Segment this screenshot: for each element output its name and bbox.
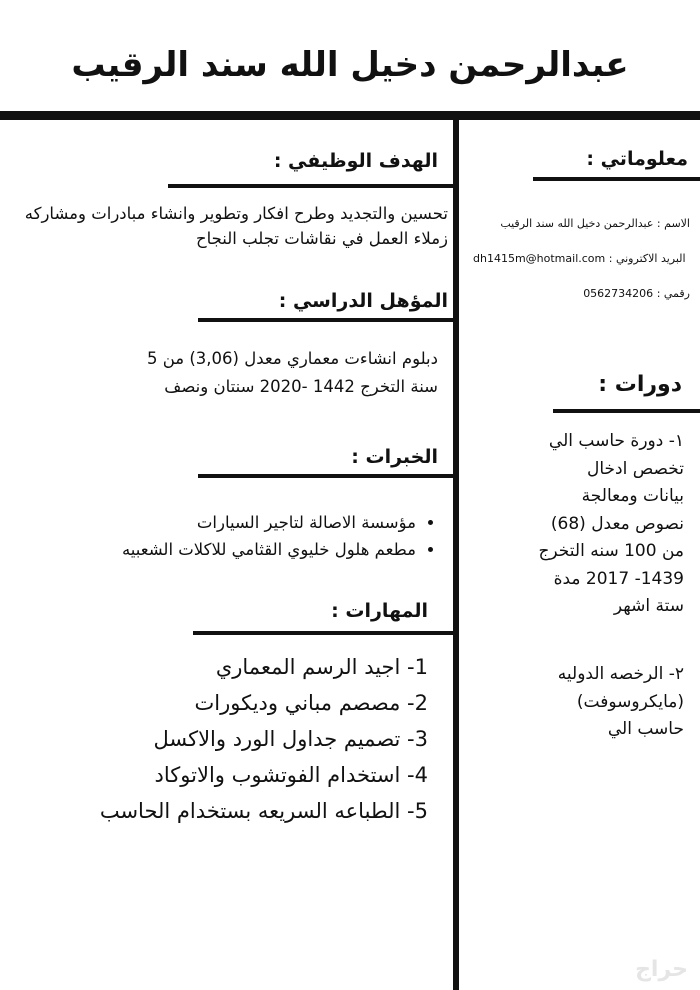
info-rule: [533, 177, 700, 181]
objective-heading: الهدف الوظيفي :: [273, 150, 438, 172]
column-divider: [453, 120, 459, 990]
objective-rule: [168, 184, 453, 188]
objective-text: [0, 201, 448, 251]
course-1-line: ١- دورة حاسب الي: [548, 431, 684, 451]
education-rule: [198, 318, 453, 322]
phone-label: رقمي :: [656, 287, 690, 300]
skills-list: [8, 649, 428, 829]
info-email-line: [473, 251, 700, 267]
list-item: 2- مصصم مباني وديكورات: [194, 691, 428, 715]
courses-rule: [553, 409, 700, 413]
email-label: البريد الاكتروني :: [608, 252, 686, 265]
course-1-line: بيانات ومعالجة: [581, 486, 684, 506]
experience-heading: الخبرات :: [351, 446, 438, 468]
list-item: • مطعم هلول خليوي القثامي للاكلات الشعبيه: [0, 536, 416, 563]
skills-heading: المهارات :: [331, 600, 428, 622]
course-1-line: ستة اشهر: [613, 596, 684, 616]
phone-value: 0562734206: [583, 287, 654, 300]
courses-heading: دورات :: [598, 372, 682, 397]
course-1-line: من 100 سنه التخرج: [538, 541, 684, 561]
header-divider: [0, 111, 700, 120]
watermark-logo: حراج: [635, 957, 688, 982]
info-phone-line: [583, 286, 690, 302]
experience-rule: [198, 474, 453, 478]
skills-rule: [193, 631, 453, 635]
list-item: • مؤسسة الاصالة لتاجير السيارات: [0, 509, 416, 536]
full-name-title: عبدالرحمن دخيل الله سند الرقيب: [71, 45, 629, 85]
info-name-line: الاسم : عبدالرحمن دخيل الله سند الرقيب: [500, 217, 690, 230]
objective-line-1: تحسين والتجديد وطرح افكار وتطوير وانشاء مبادرات ومشاركه: [24, 204, 448, 223]
education-heading: المؤهل الدراسي :: [278, 290, 448, 312]
course-2-line: ٢- الرخصه الدوليه: [557, 664, 684, 684]
course-2-line: حاسب الي: [607, 719, 684, 739]
course-1-line: 1439- 2017 مدة: [553, 568, 684, 589]
list-item: 5- الطباعه السريعه بستخدام الحاسب: [99, 799, 428, 823]
list-item: 3- تصميم جداول الورد والاكسل: [153, 727, 428, 751]
education-line-2: سنة التخرج 1442 -2020 سنتان ونصف: [164, 377, 438, 396]
education-text: [38, 345, 438, 401]
course-2: [504, 661, 684, 744]
list-item: 4- استخدام الفوتشوب والاتوكاد: [154, 763, 428, 787]
email-value[interactable]: dh1415m@hotmail.com: [473, 252, 606, 265]
info-heading: معلوماتي :: [586, 148, 688, 170]
course-1-line: نصوص معدل (68): [550, 513, 684, 534]
education-line-1: دبلوم انشاءت معماري معدل (3,06) من 5: [146, 349, 438, 368]
objective-line-2: زملاء العمل في نقاشات تجلب النجاح: [195, 229, 448, 248]
course-2-line: (مايكروسوفت): [576, 691, 684, 712]
course-1-line: تخصص ادخال: [586, 458, 684, 479]
course-1: [504, 428, 684, 621]
list-item: 1- اجيد الرسم المعماري: [215, 655, 428, 679]
experience-list: [0, 509, 438, 563]
